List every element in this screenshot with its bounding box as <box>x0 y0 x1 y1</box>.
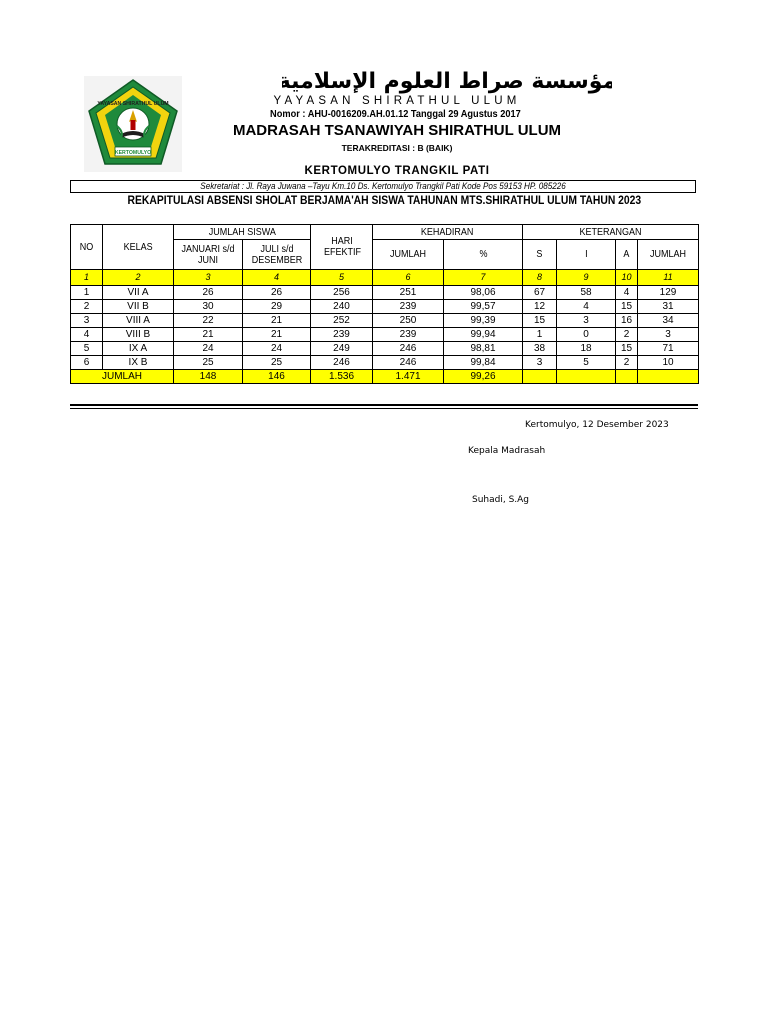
cell-izin: 4 <box>557 300 616 314</box>
cell-sakit: 38 <box>523 342 557 356</box>
attendance-table <box>70 224 699 384</box>
column-number: 6 <box>373 270 444 286</box>
column-number: 8 <box>523 270 557 286</box>
cell-kelas: IX A <box>103 342 174 356</box>
cell-kehadiran: 246 <box>373 342 444 356</box>
school-location: KERTOMULYO TRANGKIL PATI <box>304 165 490 177</box>
header-alpha: A <box>616 240 638 270</box>
total-row <box>71 370 699 384</box>
cell-sakit: 15 <box>523 314 557 328</box>
svg-text:YAYASAN SHIRATHUL ULUM: YAYASAN SHIRATHUL ULUM <box>97 101 169 107</box>
cell-jumlah: 31 <box>638 300 699 314</box>
header-keterangan-jumlah: JUMLAH <box>638 240 699 270</box>
cell-no: 2 <box>71 300 103 314</box>
cell-hari-efektif: 252 <box>311 314 373 328</box>
cell-no: 4 <box>71 328 103 342</box>
cell-jumlah: 3 <box>638 328 699 342</box>
secretariat-address: Sekretariat : Jl. Raya Juwana –Tayu Km.10 Ds. Kertomulyo Trangkil Pati Kode Pos 59153 HP. 085226 <box>70 180 696 193</box>
school-name: MADRASAH TSANAWIYAH SHIRATHUL ULUM <box>232 122 562 139</box>
cell-kelas: VIII B <box>103 328 174 342</box>
total-alpha <box>616 370 638 384</box>
foundation-name: YAYASAN SHIRATHUL ULUM <box>273 95 521 107</box>
header-hari-efektif: HARI EFEKTIF <box>311 225 373 270</box>
header-kelas: KELAS <box>103 225 174 270</box>
column-number: 3 <box>174 270 243 286</box>
cell-sakit: 12 <box>523 300 557 314</box>
cell-sakit: 1 <box>523 328 557 342</box>
header-sakit: S <box>523 240 557 270</box>
total-jul-des: 146 <box>243 370 311 384</box>
cell-persen: 99,57 <box>444 300 523 314</box>
table-row <box>71 328 699 342</box>
divider-line <box>70 408 698 409</box>
cell-jul-des: 21 <box>243 328 311 342</box>
cell-kehadiran: 251 <box>373 286 444 300</box>
cell-jan-jun: 26 <box>174 286 243 300</box>
cell-hari-efektif: 246 <box>311 356 373 370</box>
column-number: 1 <box>71 270 103 286</box>
cell-izin: 5 <box>557 356 616 370</box>
column-number-row <box>71 270 699 286</box>
cell-persen: 99,94 <box>444 328 523 342</box>
column-number: 2 <box>103 270 174 286</box>
svg-text:KERTOMULYO: KERTOMULYO <box>114 149 152 156</box>
accreditation-status: TERAKREDITASI : B (BAIK) <box>341 143 453 153</box>
cell-jan-jun: 24 <box>174 342 243 356</box>
cell-kehadiran: 239 <box>373 328 444 342</box>
svg-text:مؤسسة صراط العلوم الإسلامية: مؤسسة صراط العلوم الإسلامية <box>282 69 612 94</box>
cell-sakit: 3 <box>523 356 557 370</box>
cell-izin: 18 <box>557 342 616 356</box>
cell-jumlah: 10 <box>638 356 699 370</box>
column-number: 9 <box>557 270 616 286</box>
cell-no: 5 <box>71 342 103 356</box>
table-row <box>71 356 699 370</box>
header-juli-desember: JULI s/d DESEMBER <box>243 240 311 270</box>
cell-persen: 99,39 <box>444 314 523 328</box>
cell-jan-jun: 25 <box>174 356 243 370</box>
column-number: 5 <box>311 270 373 286</box>
total-jumlah <box>638 370 699 384</box>
cell-kelas: VII A <box>103 286 174 300</box>
signature-role: Kepala Madrasah <box>468 446 546 456</box>
cell-persen: 98,06 <box>444 286 523 300</box>
cell-persen: 98,81 <box>444 342 523 356</box>
cell-hari-efektif: 239 <box>311 328 373 342</box>
total-persen: 99,26 <box>444 370 523 384</box>
header-jumlah-siswa: JUMLAH SISWA <box>174 225 311 240</box>
cell-jul-des: 29 <box>243 300 311 314</box>
divider-line <box>70 404 698 406</box>
cell-jul-des: 26 <box>243 286 311 300</box>
header-no: NO <box>71 225 103 270</box>
cell-alpha: 15 <box>616 342 638 356</box>
cell-jumlah: 34 <box>638 314 699 328</box>
cell-no: 1 <box>71 286 103 300</box>
header-kehadiran: KEHADIRAN <box>373 225 523 240</box>
cell-alpha: 15 <box>616 300 638 314</box>
table-row <box>71 342 699 356</box>
header-januari-juni: JANUARI s/d JUNI <box>174 240 243 270</box>
report-title: REKAPITULASI ABSENSI SHOLAT BERJAMA'AH SISWA TAHUNAN MTS.SHIRATHUL ULUM TAHUN 2023 <box>127 195 641 207</box>
table-row <box>71 286 699 300</box>
table-row <box>71 314 699 328</box>
cell-alpha: 4 <box>616 286 638 300</box>
total-jan-jun: 148 <box>174 370 243 384</box>
cell-sakit: 67 <box>523 286 557 300</box>
cell-hari-efektif: 249 <box>311 342 373 356</box>
total-izin <box>557 370 616 384</box>
signature-name: Suhadi, S.Ag <box>472 495 530 505</box>
column-number: 10 <box>616 270 638 286</box>
cell-alpha: 16 <box>616 314 638 328</box>
cell-persen: 99,84 <box>444 356 523 370</box>
column-number: 11 <box>638 270 699 286</box>
cell-kehadiran: 250 <box>373 314 444 328</box>
cell-izin: 3 <box>557 314 616 328</box>
cell-izin: 58 <box>557 286 616 300</box>
cell-jan-jun: 21 <box>174 328 243 342</box>
cell-jumlah: 71 <box>638 342 699 356</box>
cell-kehadiran: 239 <box>373 300 444 314</box>
table-row <box>71 300 699 314</box>
cell-jumlah: 129 <box>638 286 699 300</box>
cell-hari-efektif: 256 <box>311 286 373 300</box>
header-keterangan: KETERANGAN <box>523 225 699 240</box>
header-row-1 <box>71 225 699 240</box>
registration-number: Nomor : AHU-0016209.AH.01.12 Tanggal 29 Agustus 2017 <box>270 108 521 120</box>
header-persen: % <box>444 240 523 270</box>
column-number: 4 <box>243 270 311 286</box>
arabic-heading <box>282 66 612 96</box>
cell-kelas: IX B <box>103 356 174 370</box>
cell-jul-des: 25 <box>243 356 311 370</box>
header-izin: I <box>557 240 616 270</box>
total-sakit <box>523 370 557 384</box>
column-number: 7 <box>444 270 523 286</box>
cell-no: 6 <box>71 356 103 370</box>
cell-jan-jun: 30 <box>174 300 243 314</box>
total-hari-efektif: 1.536 <box>311 370 373 384</box>
cell-kehadiran: 246 <box>373 356 444 370</box>
cell-alpha: 2 <box>616 356 638 370</box>
cell-no: 3 <box>71 314 103 328</box>
signature-date: Kertomulyo, 12 Desember 2023 <box>525 420 669 430</box>
cell-jan-jun: 22 <box>174 314 243 328</box>
cell-izin: 0 <box>557 328 616 342</box>
total-label: JUMLAH <box>71 370 174 384</box>
cell-hari-efektif: 240 <box>311 300 373 314</box>
cell-jul-des: 24 <box>243 342 311 356</box>
cell-alpha: 2 <box>616 328 638 342</box>
total-kehadiran: 1.471 <box>373 370 444 384</box>
cell-kelas: VII B <box>103 300 174 314</box>
cell-kelas: VIII A <box>103 314 174 328</box>
header-kehadiran-jumlah: JUMLAH <box>373 240 444 270</box>
cell-jul-des: 21 <box>243 314 311 328</box>
